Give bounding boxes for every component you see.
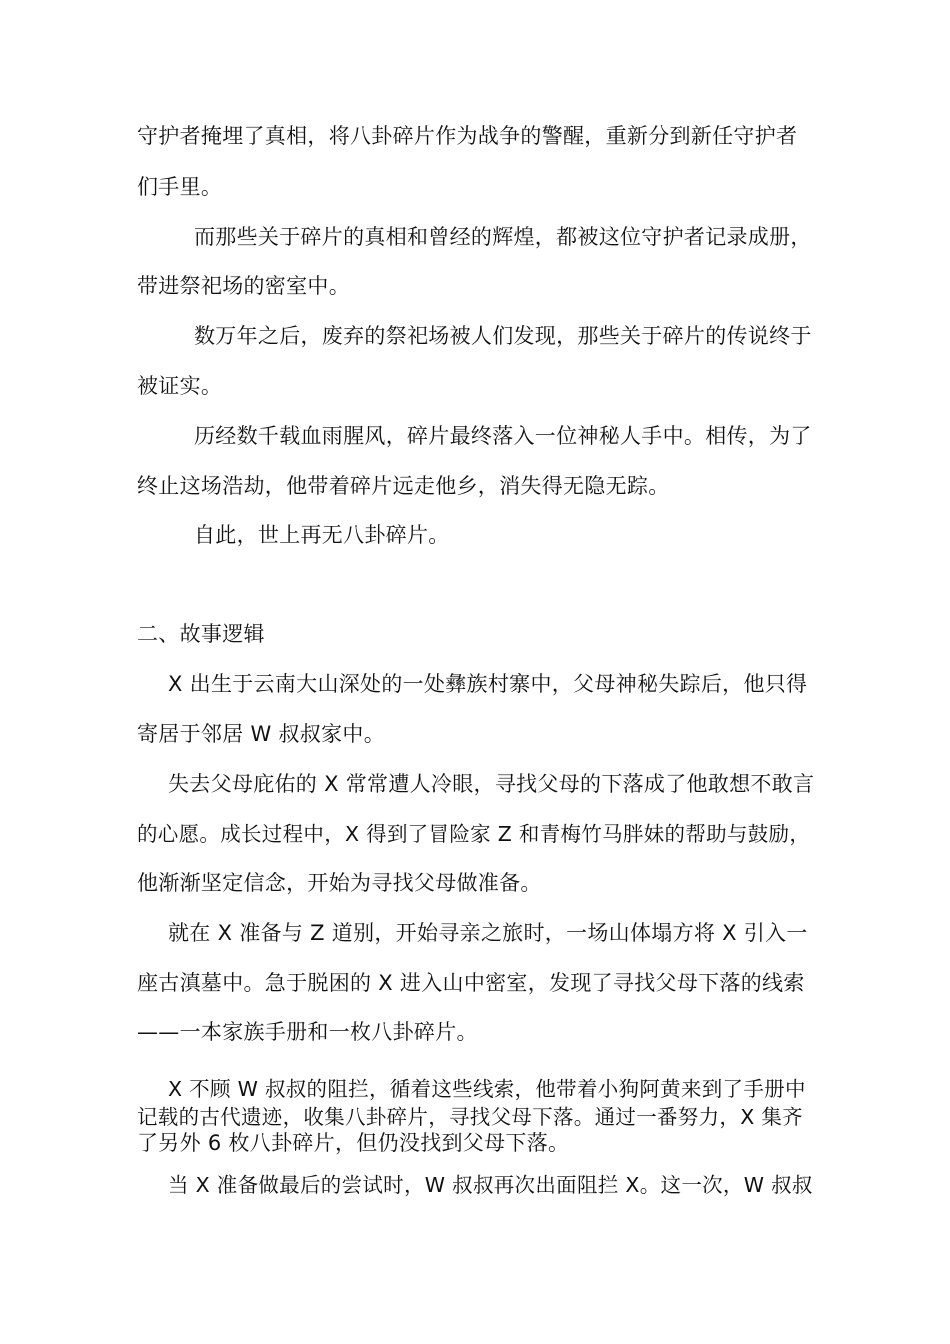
paragraph-line: 座古滇墓中。急于脱困的 X 进入山中密室，发现了寻找父母下落的线索 — [137, 971, 805, 995]
paragraph-line: 数万年之后，废弃的祭祀场被人们发现，那些关于碎片的传说终于 — [194, 324, 812, 348]
paragraph-line: 历经数千载血雨腥风，碎片最终落入一位神秘人手中。相传，为了 — [194, 424, 812, 448]
paragraph-line: 失去父母庇佑的 X 常常遭人冷眼，寻找父母的下落成了他敢想不敢言 — [168, 772, 815, 796]
paragraph-line: 终止这场浩劫，他带着碎片远走他乡，消失得无隐无踪。 — [137, 474, 670, 498]
paragraph-line: 们手里。 — [137, 175, 223, 199]
paragraph-line: 记载的古代遗迹，收集八卦碎片，寻找父母下落。通过一番努力，X 集齐 — [137, 1105, 803, 1129]
paragraph-line: ——一本家族手册和一枚八卦碎片。 — [137, 1020, 478, 1044]
paragraph-line: 了另外 6 枚八卦碎片，但仍没找到父母下落。 — [137, 1131, 570, 1155]
paragraph-line: 就在 X 准备与 Z 道别，开始寻亲之旅时，一场山体塌方将 X 引入一 — [168, 921, 808, 945]
paragraph-line: 他渐渐坚定信念，开始为寻找父母做准备。 — [137, 871, 542, 895]
paragraph-line: 带进祭祀场的密室中。 — [137, 274, 350, 298]
paragraph-line: X 出生于云南大山深处的一处彝族村寨中，父母神秘失踪后，他只得 — [168, 672, 808, 696]
paragraph-line: 自此，世上再无八卦碎片。 — [194, 523, 450, 547]
paragraph-line: 当 X 准备做最后的尝试时，W 叔叔再次出面阻拦 X。这一次，W 叔叔 — [168, 1173, 813, 1197]
paragraph-line: 寄居于邻居 W 叔叔家中。 — [137, 722, 386, 746]
paragraph-line: 守护者掩埋了真相，将八卦碎片作为战争的警醒，重新分到新任守护者 — [137, 124, 798, 148]
section-heading: 二、故事逻辑 — [137, 622, 265, 646]
paragraph-line: 被证实。 — [137, 374, 223, 398]
paragraph-line: X 不顾 W 叔叔的阻拦，循着这些线索，他带着小狗阿黄来到了手册中 — [168, 1077, 806, 1101]
paragraph-line: 而那些关于碎片的真相和曾经的辉煌，都被这位守护者记录成册， — [194, 225, 812, 249]
paragraph-line: 的心愿。成长过程中，X 得到了冒险家 Z 和青梅竹马胖妹的帮助与鼓励， — [137, 822, 811, 846]
